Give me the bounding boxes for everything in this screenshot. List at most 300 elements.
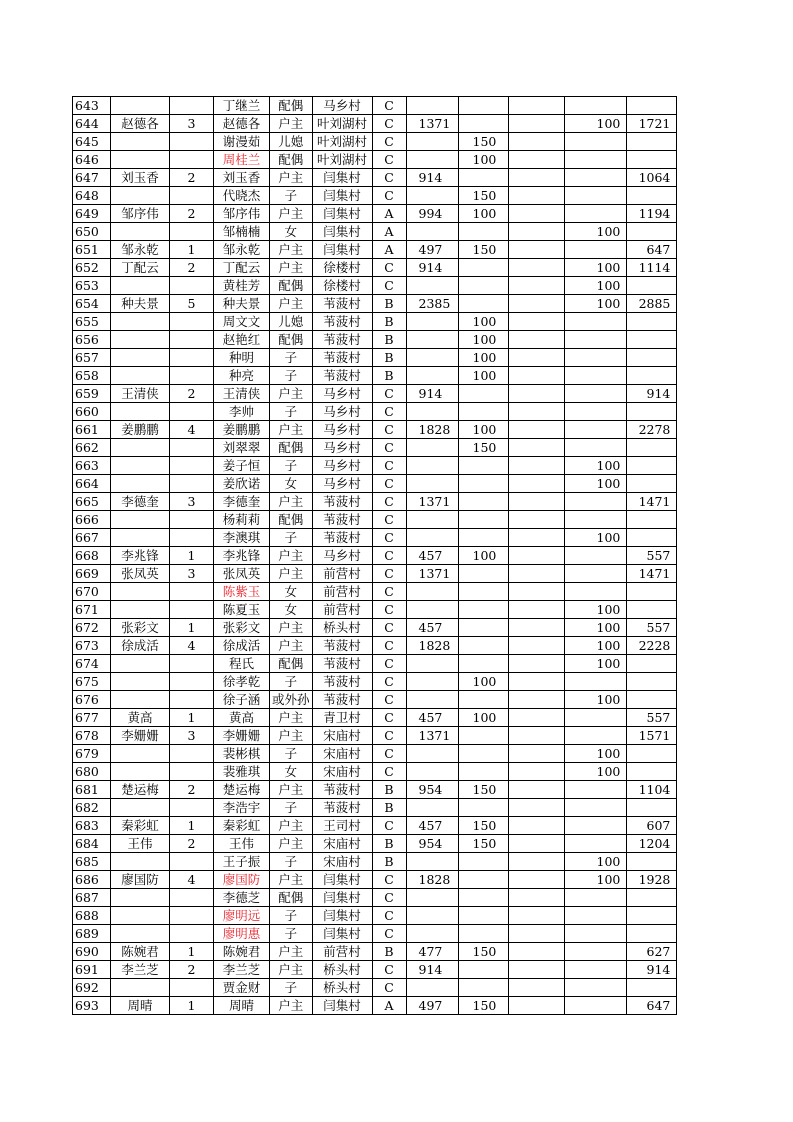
village-cell: 叶刘湖村: [312, 151, 372, 169]
amount-d-cell: 100: [564, 277, 627, 295]
amount-a-cell: 497: [406, 241, 458, 259]
amount-b-cell: [458, 385, 508, 403]
village-cell: 苇菠村: [312, 529, 372, 547]
household-head-cell: [111, 889, 170, 907]
row-number-cell: 654: [73, 295, 111, 313]
amount-a-cell: 2385: [406, 295, 458, 313]
amount-c-cell: [508, 403, 564, 421]
household-head-cell: [111, 133, 170, 151]
member-count-cell: 3: [170, 115, 214, 133]
member-count-cell: 3: [170, 565, 214, 583]
amount-d-cell: [564, 241, 627, 259]
grade-cell: C: [372, 601, 406, 619]
member-name-cell: 裴雅琪: [214, 763, 270, 781]
total-cell: [627, 745, 677, 763]
grade-cell: A: [372, 223, 406, 241]
amount-d-cell: 100: [564, 853, 627, 871]
amount-a-cell: 1371: [406, 115, 458, 133]
total-cell: [627, 979, 677, 997]
village-cell: 苇菠村: [312, 349, 372, 367]
relation-cell: 子: [270, 187, 313, 205]
total-cell: 1571: [627, 727, 677, 745]
amount-c-cell: [508, 493, 564, 511]
row-number-cell: 665: [73, 493, 111, 511]
total-cell: 647: [627, 997, 677, 1015]
relation-cell: 子: [270, 907, 313, 925]
table-row: [73, 763, 677, 781]
member-name-cell: 邹序伟: [214, 205, 270, 223]
member-count-cell: 2: [170, 259, 214, 277]
table-row: [73, 493, 677, 511]
amount-c-cell: [508, 259, 564, 277]
table-row: [73, 457, 677, 475]
amount-d-cell: 100: [564, 295, 627, 313]
member-count-cell: 4: [170, 637, 214, 655]
table-row: [73, 133, 677, 151]
amount-d-cell: [564, 421, 627, 439]
grade-cell: C: [372, 817, 406, 835]
relation-cell: 户主: [270, 781, 313, 799]
amount-d-cell: [564, 727, 627, 745]
member-name-cell: 李德奎: [214, 493, 270, 511]
village-cell: 苇菠村: [312, 637, 372, 655]
village-cell: 苇菠村: [312, 367, 372, 385]
total-cell: [627, 331, 677, 349]
total-cell: 1064: [627, 169, 677, 187]
total-cell: 557: [627, 709, 677, 727]
row-number-cell: 676: [73, 691, 111, 709]
amount-d-cell: [564, 565, 627, 583]
amount-c-cell: [508, 961, 564, 979]
village-cell: 苇菠村: [312, 493, 372, 511]
row-number-cell: 670: [73, 583, 111, 601]
household-head-cell: [111, 331, 170, 349]
village-cell: 宋庙村: [312, 853, 372, 871]
amount-d-cell: 100: [564, 259, 627, 277]
amount-d-cell: 100: [564, 763, 627, 781]
table-row: [73, 871, 677, 889]
relation-cell: 户主: [270, 421, 313, 439]
total-cell: [627, 367, 677, 385]
amount-d-cell: [564, 313, 627, 331]
grade-cell: A: [372, 205, 406, 223]
row-number-cell: 652: [73, 259, 111, 277]
relation-cell: 子: [270, 367, 313, 385]
member-count-cell: [170, 601, 214, 619]
amount-b-cell: 100: [458, 421, 508, 439]
amount-b-cell: 100: [458, 313, 508, 331]
grade-cell: C: [372, 259, 406, 277]
village-cell: 徐楼村: [312, 259, 372, 277]
total-cell: 2228: [627, 637, 677, 655]
member-count-cell: 2: [170, 169, 214, 187]
table-row: [73, 151, 677, 169]
table-row: [73, 673, 677, 691]
amount-c-cell: [508, 529, 564, 547]
relation-cell: 户主: [270, 493, 313, 511]
village-cell: 苇菠村: [312, 313, 372, 331]
relation-cell: 子: [270, 673, 313, 691]
relation-cell: 子: [270, 403, 313, 421]
amount-d-cell: [564, 385, 627, 403]
amount-c-cell: [508, 295, 564, 313]
member-count-cell: [170, 223, 214, 241]
member-name-cell: 种明: [214, 349, 270, 367]
member-count-cell: 1: [170, 619, 214, 637]
table-row: [73, 619, 677, 637]
total-cell: 1104: [627, 781, 677, 799]
household-head-cell: [111, 763, 170, 781]
amount-c-cell: [508, 97, 564, 115]
amount-b-cell: 150: [458, 781, 508, 799]
household-head-cell: 李兆锋: [111, 547, 170, 565]
row-number-cell: 660: [73, 403, 111, 421]
row-number-cell: 683: [73, 817, 111, 835]
village-cell: 徐楼村: [312, 277, 372, 295]
member-name-cell: 杨莉莉: [214, 511, 270, 529]
total-cell: [627, 133, 677, 151]
table-row: [73, 835, 677, 853]
household-head-cell: [111, 439, 170, 457]
total-cell: [627, 277, 677, 295]
member-name-cell: 刘玉香: [214, 169, 270, 187]
amount-c-cell: [508, 475, 564, 493]
table-row: [73, 313, 677, 331]
member-count-cell: [170, 673, 214, 691]
member-name-cell: 种夫景: [214, 295, 270, 313]
amount-c-cell: [508, 871, 564, 889]
amount-d-cell: [564, 169, 627, 187]
table-row: [73, 511, 677, 529]
amount-a-cell: 914: [406, 961, 458, 979]
member-name-cell: 陈婉君: [214, 943, 270, 961]
table-row: [73, 331, 677, 349]
relation-cell: 儿媳: [270, 313, 313, 331]
member-count-cell: [170, 925, 214, 943]
amount-c-cell: [508, 277, 564, 295]
total-cell: 1471: [627, 565, 677, 583]
row-number-cell: 675: [73, 673, 111, 691]
row-number-cell: 678: [73, 727, 111, 745]
grade-cell: C: [372, 907, 406, 925]
row-number-cell: 661: [73, 421, 111, 439]
relation-cell: 配偶: [270, 277, 313, 295]
amount-d-cell: [564, 97, 627, 115]
member-name-cell: 姜欣诺: [214, 475, 270, 493]
grade-cell: B: [372, 853, 406, 871]
amount-b-cell: 100: [458, 367, 508, 385]
member-name-cell: 李德芝: [214, 889, 270, 907]
grade-cell: B: [372, 835, 406, 853]
relation-cell: 配偶: [270, 655, 313, 673]
amount-d-cell: [564, 817, 627, 835]
amount-a-cell: [406, 223, 458, 241]
village-cell: 闫集村: [312, 169, 372, 187]
amount-b-cell: 100: [458, 547, 508, 565]
table-row: [73, 691, 677, 709]
amount-c-cell: [508, 781, 564, 799]
amount-d-cell: 100: [564, 619, 627, 637]
row-number-cell: 648: [73, 187, 111, 205]
member-count-cell: [170, 583, 214, 601]
total-cell: [627, 691, 677, 709]
row-number-cell: 686: [73, 871, 111, 889]
row-number-cell: 664: [73, 475, 111, 493]
amount-c-cell: [508, 619, 564, 637]
total-cell: [627, 601, 677, 619]
amount-c-cell: [508, 817, 564, 835]
relation-cell: 女: [270, 601, 313, 619]
household-head-cell: 种夫景: [111, 295, 170, 313]
grade-cell: C: [372, 115, 406, 133]
member-count-cell: [170, 151, 214, 169]
row-number-cell: 677: [73, 709, 111, 727]
household-head-cell: [111, 151, 170, 169]
relation-cell: 户主: [270, 619, 313, 637]
amount-a-cell: [406, 439, 458, 457]
village-cell: 马乡村: [312, 97, 372, 115]
amount-a-cell: 457: [406, 709, 458, 727]
amount-b-cell: [458, 691, 508, 709]
row-number-cell: 692: [73, 979, 111, 997]
table-row: [73, 889, 677, 907]
amount-c-cell: [508, 745, 564, 763]
village-cell: 闫集村: [312, 925, 372, 943]
village-cell: 前营村: [312, 943, 372, 961]
amount-d-cell: [564, 511, 627, 529]
amount-a-cell: [406, 367, 458, 385]
household-head-cell: [111, 529, 170, 547]
total-cell: [627, 151, 677, 169]
total-cell: [627, 457, 677, 475]
relation-cell: 配偶: [270, 151, 313, 169]
amount-d-cell: 100: [564, 475, 627, 493]
row-number-cell: 656: [73, 331, 111, 349]
table-row: [73, 997, 677, 1015]
member-count-cell: [170, 367, 214, 385]
amount-c-cell: [508, 853, 564, 871]
row-number-cell: 657: [73, 349, 111, 367]
amount-d-cell: 100: [564, 601, 627, 619]
member-count-cell: [170, 187, 214, 205]
row-number-cell: 690: [73, 943, 111, 961]
household-head-cell: 徐成活: [111, 637, 170, 655]
household-head-cell: 姜鹏鹏: [111, 421, 170, 439]
amount-b-cell: 100: [458, 709, 508, 727]
grade-cell: C: [372, 547, 406, 565]
amount-d-cell: [564, 133, 627, 151]
member-name-cell: 裴彬棋: [214, 745, 270, 763]
amount-a-cell: 994: [406, 205, 458, 223]
member-name-cell: 丁继兰: [214, 97, 270, 115]
row-number-cell: 667: [73, 529, 111, 547]
household-head-cell: [111, 403, 170, 421]
amount-b-cell: [458, 529, 508, 547]
amount-a-cell: 914: [406, 169, 458, 187]
village-cell: 宋庙村: [312, 835, 372, 853]
member-name-cell: 李帅: [214, 403, 270, 421]
total-cell: [627, 655, 677, 673]
total-cell: [627, 97, 677, 115]
relation-cell: 配偶: [270, 331, 313, 349]
table-row: [73, 547, 677, 565]
relation-cell: 儿媳: [270, 133, 313, 151]
village-cell: 叶刘湖村: [312, 115, 372, 133]
amount-a-cell: [406, 151, 458, 169]
grade-cell: C: [372, 583, 406, 601]
amount-c-cell: [508, 925, 564, 943]
member-name-cell: 廖明惠: [214, 925, 270, 943]
amount-d-cell: [564, 151, 627, 169]
amount-c-cell: [508, 655, 564, 673]
row-number-cell: 646: [73, 151, 111, 169]
member-name-cell: 赵德各: [214, 115, 270, 133]
amount-d-cell: [564, 493, 627, 511]
grade-cell: C: [372, 871, 406, 889]
amount-b-cell: [458, 871, 508, 889]
amount-c-cell: [508, 511, 564, 529]
amount-a-cell: 457: [406, 817, 458, 835]
amount-d-cell: [564, 799, 627, 817]
member-count-cell: 1: [170, 547, 214, 565]
relation-cell: 户主: [270, 961, 313, 979]
member-count-cell: [170, 745, 214, 763]
relation-cell: 女: [270, 763, 313, 781]
amount-a-cell: 914: [406, 259, 458, 277]
member-name-cell: 李姗姗: [214, 727, 270, 745]
amount-c-cell: [508, 727, 564, 745]
member-name-cell: 廖国防: [214, 871, 270, 889]
member-name-cell: 李澳琪: [214, 529, 270, 547]
village-cell: 闫集村: [312, 241, 372, 259]
amount-d-cell: [564, 835, 627, 853]
member-count-cell: 2: [170, 385, 214, 403]
relation-cell: 子: [270, 745, 313, 763]
member-count-cell: 5: [170, 295, 214, 313]
member-name-cell: 李浩宇: [214, 799, 270, 817]
amount-d-cell: 100: [564, 115, 627, 133]
relation-cell: 子: [270, 349, 313, 367]
household-head-cell: [111, 583, 170, 601]
amount-b-cell: [458, 763, 508, 781]
amount-b-cell: 100: [458, 151, 508, 169]
member-count-cell: [170, 529, 214, 547]
total-cell: 2885: [627, 295, 677, 313]
amount-a-cell: [406, 691, 458, 709]
village-cell: 马乡村: [312, 439, 372, 457]
village-cell: 闫集村: [312, 187, 372, 205]
amount-c-cell: [508, 691, 564, 709]
amount-c-cell: [508, 223, 564, 241]
household-head-cell: 刘玉香: [111, 169, 170, 187]
member-name-cell: 程氏: [214, 655, 270, 673]
village-cell: 前营村: [312, 565, 372, 583]
amount-b-cell: [458, 277, 508, 295]
amount-a-cell: [406, 331, 458, 349]
total-cell: 557: [627, 547, 677, 565]
member-count-cell: 4: [170, 421, 214, 439]
household-subsidy-table: [72, 96, 677, 1015]
relation-cell: 户主: [270, 205, 313, 223]
member-name-cell: 徐成活: [214, 637, 270, 655]
relation-cell: 子: [270, 925, 313, 943]
total-cell: 1114: [627, 259, 677, 277]
table-row: [73, 115, 677, 133]
amount-b-cell: 100: [458, 205, 508, 223]
amount-b-cell: [458, 619, 508, 637]
amount-a-cell: 457: [406, 619, 458, 637]
amount-c-cell: [508, 547, 564, 565]
member-count-cell: [170, 133, 214, 151]
amount-a-cell: [406, 925, 458, 943]
member-name-cell: 李兰芝: [214, 961, 270, 979]
table-row: [73, 637, 677, 655]
table-row: [73, 781, 677, 799]
household-head-cell: [111, 367, 170, 385]
amount-a-cell: 457: [406, 547, 458, 565]
amount-b-cell: [458, 565, 508, 583]
village-cell: 桥头村: [312, 961, 372, 979]
total-cell: [627, 529, 677, 547]
relation-cell: 户主: [270, 943, 313, 961]
row-number-cell: 689: [73, 925, 111, 943]
member-name-cell: 谢漫茹: [214, 133, 270, 151]
member-name-cell: 代晓杰: [214, 187, 270, 205]
village-cell: 苇菠村: [312, 655, 372, 673]
total-cell: [627, 349, 677, 367]
row-number-cell: 684: [73, 835, 111, 853]
amount-a-cell: [406, 529, 458, 547]
household-head-cell: [111, 223, 170, 241]
amount-d-cell: [564, 907, 627, 925]
amount-a-cell: 497: [406, 997, 458, 1015]
village-cell: 桥头村: [312, 979, 372, 997]
row-number-cell: 680: [73, 763, 111, 781]
member-count-cell: 4: [170, 871, 214, 889]
relation-cell: 或外孙: [270, 691, 313, 709]
member-name-cell: 黄桂芳: [214, 277, 270, 295]
amount-b-cell: [458, 97, 508, 115]
relation-cell: 子: [270, 979, 313, 997]
amount-c-cell: [508, 439, 564, 457]
amount-a-cell: [406, 475, 458, 493]
amount-d-cell: [564, 349, 627, 367]
relation-cell: 户主: [270, 637, 313, 655]
amount-d-cell: [564, 187, 627, 205]
amount-c-cell: [508, 133, 564, 151]
amount-b-cell: [458, 223, 508, 241]
member-count-cell: [170, 691, 214, 709]
member-count-cell: 2: [170, 781, 214, 799]
amount-a-cell: [406, 889, 458, 907]
household-head-cell: 张凤英: [111, 565, 170, 583]
row-number-cell: 674: [73, 655, 111, 673]
member-name-cell: 王清侠: [214, 385, 270, 403]
amount-d-cell: [564, 943, 627, 961]
amount-c-cell: [508, 799, 564, 817]
member-count-cell: 2: [170, 835, 214, 853]
amount-b-cell: [458, 907, 508, 925]
table-body: [73, 97, 677, 1015]
amount-c-cell: [508, 979, 564, 997]
amount-c-cell: [508, 997, 564, 1015]
household-head-cell: [111, 673, 170, 691]
amount-a-cell: [406, 853, 458, 871]
member-name-cell: 李兆锋: [214, 547, 270, 565]
grade-cell: C: [372, 745, 406, 763]
household-head-cell: [111, 277, 170, 295]
village-cell: 马乡村: [312, 547, 372, 565]
